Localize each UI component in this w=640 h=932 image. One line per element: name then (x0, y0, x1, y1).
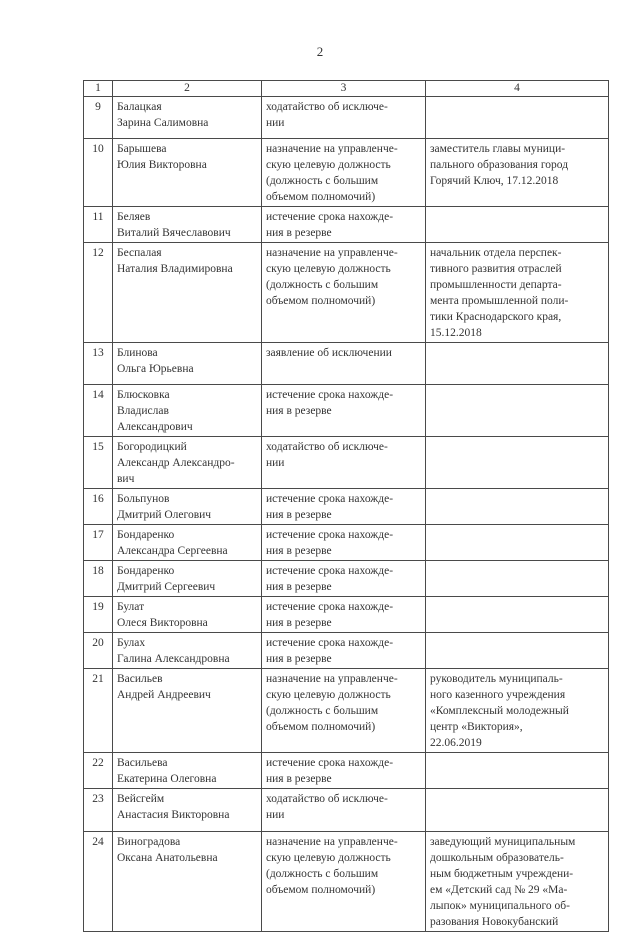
table-row (84, 832, 609, 932)
person-name-line: Галина Александровна (117, 653, 230, 665)
row-number-cell: 20 (84, 633, 113, 669)
new-position-line: заведующий муниципальным (430, 836, 576, 848)
table-row (84, 753, 609, 789)
table-row (84, 207, 609, 243)
exclusion-reason-line: (должность с большим (266, 868, 379, 880)
exclusion-reason-line: объемом полномочий) (266, 191, 376, 203)
column-header: 3 (262, 81, 426, 97)
person-name-line: Анастасия Викторовна (117, 809, 230, 821)
person-name-line: Александра Сергеевна (117, 545, 228, 557)
new-position-cell (426, 753, 609, 789)
new-position-line: промышленности департа- (430, 279, 562, 291)
person-name-cell (113, 437, 262, 489)
exclusion-reason-line: истечение срока нахожде- (266, 637, 394, 649)
new-position-cell (426, 525, 609, 561)
person-name-line: Зарина Салимовна (117, 117, 209, 129)
person-name-line: Блинова (117, 347, 158, 359)
new-position-line: заместитель главы муници- (430, 143, 566, 155)
person-name-line: Олеся Викторовна (117, 617, 208, 629)
person-name-cell (113, 525, 262, 561)
new-position-cell (426, 437, 609, 489)
exclusion-reason-line: скую целевую должность (266, 263, 391, 275)
new-position-cell (426, 789, 609, 832)
row-number-cell: 11 (84, 207, 113, 243)
person-name-cell (113, 633, 262, 669)
new-position-cell (426, 669, 609, 753)
exclusion-reason-line: ходатайство об исключе- (266, 101, 388, 113)
reserve-exclusion-table (83, 80, 609, 932)
exclusion-reason-line: ния в резерве (266, 227, 332, 239)
person-name-line: Булах (117, 637, 146, 649)
person-name-line: Блюсковка (117, 389, 170, 401)
exclusion-reason-line: нии (266, 457, 285, 469)
new-position-line: мента промышленной поли- (430, 295, 569, 307)
column-header: 4 (426, 81, 609, 97)
table-row (84, 97, 609, 139)
person-name-line: Наталия Владимировна (117, 263, 233, 275)
exclusion-reason-cell (262, 243, 426, 343)
row-number-cell: 15 (84, 437, 113, 489)
person-name-line: Балацкая (117, 101, 162, 113)
table-row (84, 243, 609, 343)
exclusion-reason-line: ния в резерве (266, 617, 332, 629)
table-row (84, 489, 609, 525)
person-name-line: Александрович (117, 421, 193, 433)
person-name-line: вич (117, 473, 135, 485)
exclusion-reason-line: объемом полномочий) (266, 295, 376, 307)
person-name-line: Вейсгейм (117, 793, 165, 805)
row-number-cell: 24 (84, 832, 113, 932)
exclusion-reason-line: истечение срока нахожде- (266, 493, 394, 505)
exclusion-reason-line: ния в резерве (266, 405, 332, 417)
exclusion-reason-line: заявление об исключении (266, 347, 392, 359)
exclusion-reason-line: назначение на управленче- (266, 836, 398, 848)
exclusion-reason-line: истечение срока нахожде- (266, 529, 394, 541)
exclusion-reason-line: истечение срока нахожде- (266, 389, 394, 401)
exclusion-reason-line: ния в резерве (266, 509, 332, 521)
person-name-line: Беспалая (117, 247, 162, 259)
row-number-cell: 19 (84, 597, 113, 633)
new-position-line: тики Краснодарского края, (430, 311, 562, 323)
table-row (84, 525, 609, 561)
person-name-line: Оксана Анатольевна (117, 852, 218, 864)
exclusion-reason-line: нии (266, 809, 285, 821)
new-position-cell (426, 343, 609, 385)
person-name-line: Владислав (117, 405, 169, 417)
person-name-cell (113, 139, 262, 207)
person-name-line: Булат (117, 601, 145, 613)
row-number-cell: 22 (84, 753, 113, 789)
exclusion-reason-cell (262, 789, 426, 832)
exclusion-reason-line: объемом полномочий) (266, 884, 376, 896)
exclusion-reason-line: истечение срока нахожде- (266, 757, 394, 769)
new-position-cell (426, 832, 609, 932)
table-row (84, 789, 609, 832)
row-number-cell: 21 (84, 669, 113, 753)
exclusion-reason-line: объемом полномочий) (266, 721, 376, 733)
person-name-cell (113, 832, 262, 932)
person-name-cell (113, 753, 262, 789)
table-row (84, 561, 609, 597)
exclusion-reason-cell (262, 525, 426, 561)
exclusion-reason-line: назначение на управленче- (266, 247, 398, 259)
new-position-line: 15.12.2018 (430, 327, 482, 339)
new-position-line: дошкольным образователь- (430, 852, 564, 864)
person-name-line: Дмитрий Сергеевич (117, 581, 216, 593)
row-number-cell: 10 (84, 139, 113, 207)
row-number-cell: 18 (84, 561, 113, 597)
column-header: 2 (113, 81, 262, 97)
row-number-cell: 9 (84, 97, 113, 139)
person-name-cell (113, 561, 262, 597)
exclusion-reason-line: ния в резерве (266, 581, 332, 593)
table-row (84, 669, 609, 753)
exclusion-reason-cell (262, 753, 426, 789)
exclusion-reason-line: ния в резерве (266, 653, 332, 665)
person-name-cell (113, 669, 262, 753)
new-position-line: лыпок» муниципального об- (430, 900, 570, 912)
row-number-cell: 12 (84, 243, 113, 343)
person-name-line: Васильев (117, 673, 163, 685)
exclusion-reason-line: (должность с большим (266, 175, 379, 187)
exclusion-reason-line: скую целевую должность (266, 159, 391, 171)
table-row (84, 385, 609, 437)
exclusion-reason-cell (262, 97, 426, 139)
person-name-line: Виталий Вячеславович (117, 227, 231, 239)
exclusion-reason-cell (262, 561, 426, 597)
new-position-cell (426, 97, 609, 139)
new-position-cell (426, 207, 609, 243)
new-position-cell (426, 489, 609, 525)
person-name-cell (113, 597, 262, 633)
person-name-cell (113, 97, 262, 139)
person-name-cell (113, 207, 262, 243)
person-name-line: Больпунов (117, 493, 170, 505)
person-name-line: Бондаренко (117, 565, 175, 577)
exclusion-reason-line: истечение срока нахожде- (266, 601, 394, 613)
exclusion-reason-line: (должность с большим (266, 279, 379, 291)
row-number-cell: 17 (84, 525, 113, 561)
table-row (84, 597, 609, 633)
exclusion-reason-cell (262, 385, 426, 437)
exclusion-reason-cell (262, 437, 426, 489)
exclusion-reason-cell (262, 669, 426, 753)
person-name-cell (113, 489, 262, 525)
new-position-line: тивного развития отраслей (430, 263, 562, 275)
exclusion-reason-cell (262, 597, 426, 633)
column-header: 1 (84, 81, 113, 97)
table-row (84, 343, 609, 385)
exclusion-reason-cell (262, 139, 426, 207)
person-name-cell (113, 385, 262, 437)
new-position-cell (426, 243, 609, 343)
new-position-cell (426, 597, 609, 633)
person-name-cell (113, 789, 262, 832)
exclusion-reason-line: истечение срока нахожде- (266, 211, 394, 223)
person-name-line: Бондаренко (117, 529, 175, 541)
new-position-cell (426, 633, 609, 669)
exclusion-reason-line: назначение на управленче- (266, 143, 398, 155)
new-position-line: Горячий Ключ, 17.12.2018 (430, 175, 559, 187)
exclusion-reason-cell (262, 343, 426, 385)
table-row (84, 633, 609, 669)
new-position-line: ем «Детский сад № 29 «Ма- (430, 884, 568, 896)
new-position-line: ным бюджетным учреждени- (430, 868, 574, 880)
person-name-line: Богородицкий (117, 441, 187, 453)
new-position-cell (426, 139, 609, 207)
exclusion-reason-line: скую целевую должность (266, 852, 391, 864)
table-row (84, 139, 609, 207)
new-position-line: разования Новокубанский (430, 916, 559, 928)
row-number-cell: 23 (84, 789, 113, 832)
new-position-line: руководитель муниципаль- (430, 673, 563, 685)
exclusion-reason-cell (262, 489, 426, 525)
exclusion-reason-cell (262, 207, 426, 243)
exclusion-reason-cell (262, 633, 426, 669)
person-name-line: Барышева (117, 143, 167, 155)
person-name-cell (113, 343, 262, 385)
new-position-line: начальник отдела перспек- (430, 247, 562, 259)
person-name-line: Юлия Викторовна (117, 159, 207, 171)
person-name-line: Андрей Андреевич (117, 689, 211, 701)
person-name-line: Виноградова (117, 836, 181, 848)
exclusion-reason-line: ния в резерве (266, 545, 332, 557)
page-number: 2 (316, 44, 324, 59)
person-name-line: Васильева (117, 757, 168, 769)
person-name-line: Александр Александро- (117, 457, 235, 469)
person-name-line: Ольга Юрьевна (117, 363, 194, 375)
row-number-cell: 16 (84, 489, 113, 525)
new-position-line: «Комплексный молодежный (430, 705, 569, 717)
exclusion-reason-line: назначение на управленче- (266, 673, 398, 685)
exclusion-reason-line: скую целевую должность (266, 689, 391, 701)
row-number-cell: 14 (84, 385, 113, 437)
exclusion-reason-line: истечение срока нахожде- (266, 565, 394, 577)
new-position-cell (426, 385, 609, 437)
exclusion-reason-line: ния в резерве (266, 773, 332, 785)
person-name-line: Дмитрий Олегович (117, 509, 212, 521)
new-position-cell (426, 561, 609, 597)
exclusion-reason-line: ходатайство об исключе- (266, 441, 388, 453)
new-position-line: 22.06.2019 (430, 737, 482, 749)
new-position-line: пального образования город (430, 159, 569, 171)
table-row (84, 437, 609, 489)
exclusion-reason-line: нии (266, 117, 285, 129)
new-position-line: центр «Виктория», (430, 721, 523, 733)
exclusion-reason-line: (должность с большим (266, 705, 379, 717)
exclusion-reason-cell (262, 832, 426, 932)
new-position-line: ного казенного учреждения (430, 689, 566, 701)
person-name-cell (113, 243, 262, 343)
person-name-line: Екатерина Олеговна (117, 773, 217, 785)
person-name-line: Беляев (117, 211, 151, 223)
row-number-cell: 13 (84, 343, 113, 385)
exclusion-reason-line: ходатайство об исключе- (266, 793, 388, 805)
table-header-row (84, 81, 609, 97)
